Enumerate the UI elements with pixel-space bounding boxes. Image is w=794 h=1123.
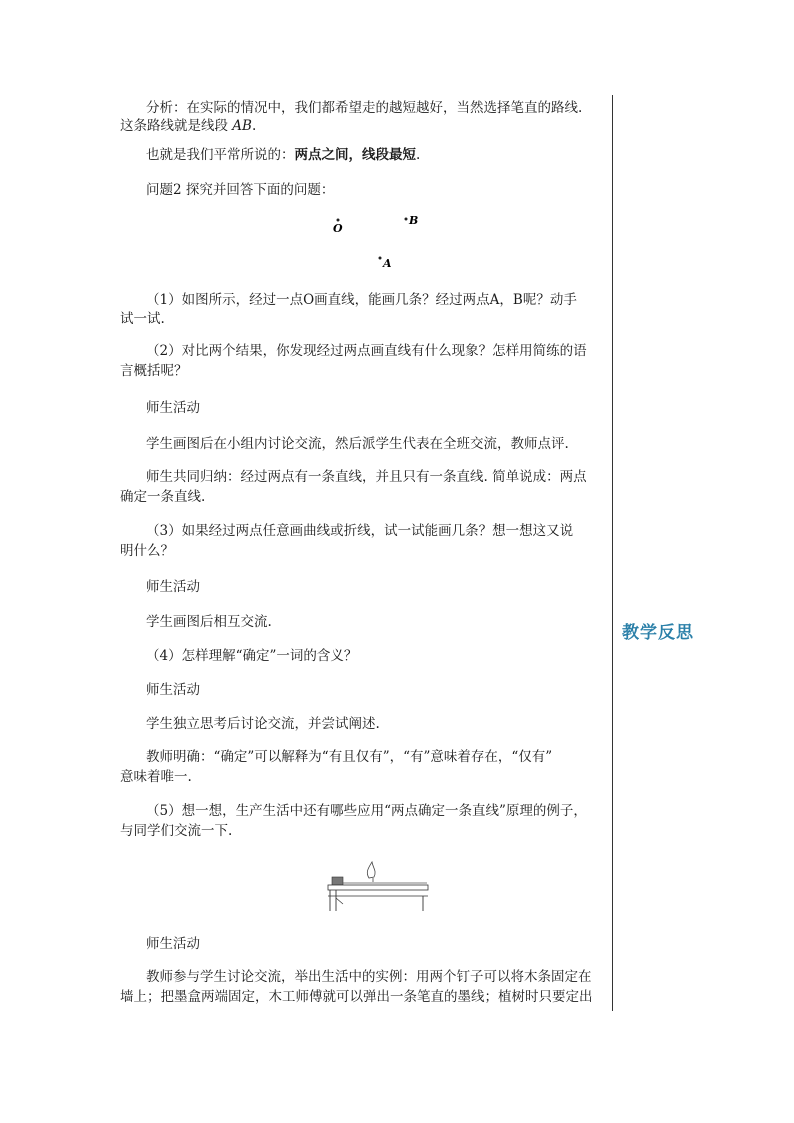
question-2-line-2: 言概括呢？ (120, 363, 188, 379)
point-b-label: B (409, 214, 419, 227)
question-4: （4）怎样理解“确定”一词的含义？ (146, 648, 358, 664)
question-3-line-2: 明什么？ (120, 543, 174, 559)
summary-line-1: 师生共同归纳：经过两点有一条直线，并且只有一条直线. 简单说成：两点 (146, 469, 587, 485)
analysis-line-2 (120, 116, 608, 136)
teaching-reflection-title: 教学反思 (622, 623, 694, 643)
teacher-clarify-line-2: 意味着唯一. (120, 769, 192, 785)
principle-statement (120, 145, 608, 165)
wooden-board (328, 885, 428, 890)
principle-bold: 两点之间，线段最短 (294, 147, 416, 163)
teacher-clarify-line-1: 教师明确：“确定”可以解释为“有且仅有”，“有”意味着存在，“仅有” (146, 749, 553, 765)
points-figure (320, 205, 419, 275)
para-think: 学生独立思考后讨论交流，并尝试阐述. (146, 716, 380, 732)
principle-prefix: 也就是我们平常所说的： (146, 147, 295, 163)
ink-box-icon (332, 877, 343, 885)
summary-line-2: 确定一条直线. (120, 489, 206, 505)
final-para-line-2: 墙上；把墨盒两端固定，木工师傅就可以弹出一条笔直的墨线；植树时只要定出 (120, 989, 593, 1005)
question-5-line-1: （5）想一想，生产生活中还有哪些应用“两点确定一条直线”原理的例子， (146, 803, 587, 819)
question-5-line-2: 与同学们交流一下. (120, 823, 233, 839)
para-draw-discuss: 学生画图后在小组内讨论交流，然后派学生代表在全班交流，教师点评. (146, 436, 569, 452)
bench-brace (336, 898, 343, 904)
segment-ab: AB (232, 118, 252, 134)
activity-label-4: 师生活动 (146, 936, 200, 952)
point-a-label: A (383, 257, 392, 270)
column-divider (612, 95, 613, 1011)
analysis-line-2-prefix: 这条路线就是线段 (120, 118, 233, 134)
question-1-line-2: 试一试. (120, 311, 165, 327)
activity-label-1: 师生活动 (146, 400, 200, 416)
question-1-line-1: （1）如图所示，经过一点O画直线，能画几条？经过两点A，B呢？动手 (146, 292, 577, 308)
analysis-line-1: 分析：在实际的情况中，我们都希望走的越短越好，当然选择笔直的路线. (146, 100, 583, 116)
final-para-line-1: 教师参与学生讨论交流，举出生活中的实例：用两个钉子可以将木条固定在 (146, 969, 592, 985)
point-a (379, 257, 382, 260)
point-b (405, 218, 408, 221)
point-o-label: O (333, 222, 343, 235)
question-2-heading: 问题2 探究并回答下面的问题： (146, 182, 335, 198)
question-3-line-1: （3）如果经过两点任意画曲线或折线，试一试能画几条？想一想这又说 (146, 523, 574, 539)
question-2-line-1: （2）对比两个结果，你发现经过两点画直线有什么现象？怎样用简练的语 (146, 343, 587, 359)
carpenter-ink-line-illustration (325, 858, 430, 914)
hand-icon (367, 862, 375, 878)
para-exchange: 学生画图后相互交流. (146, 614, 272, 630)
principle-suffix: . (416, 147, 421, 163)
analysis-line-2-suffix: . (251, 118, 257, 134)
activity-label-3: 师生活动 (146, 682, 200, 698)
activity-label-2: 师生活动 (146, 579, 200, 595)
